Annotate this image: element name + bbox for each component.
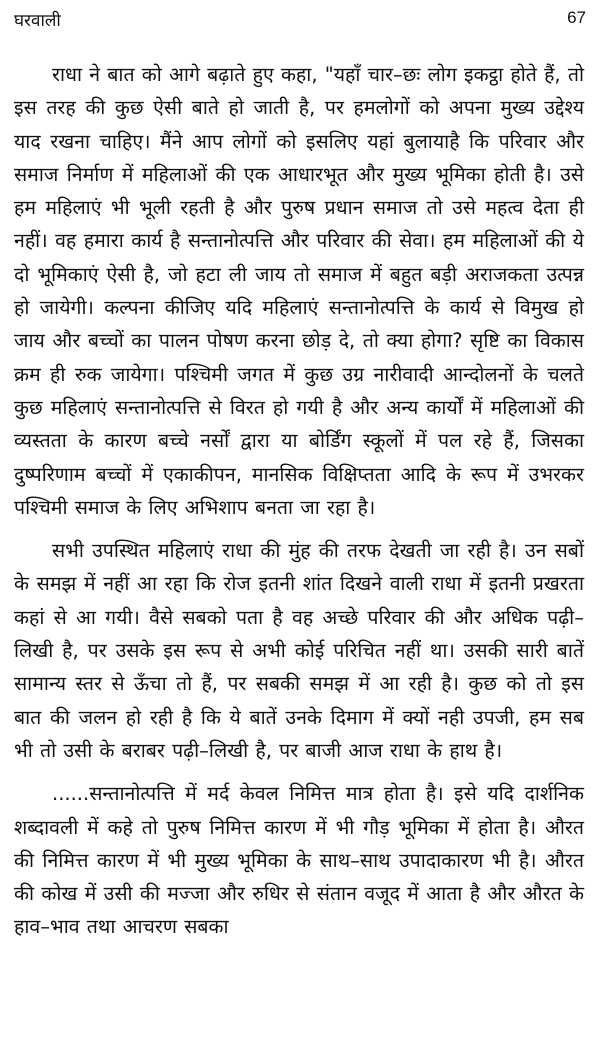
paragraph: सभी उपस्थित महिलाएं राधा की मुंह की तरफ देखती जा रही है। उन सबों के समझ में नहीं आ रहा कि रोज इतनी शांत दिखने वाली राधा में इतनी प्रखरता कहां से आ गयी। वैसे सबको पता है वह अच्छे परिवार की और अधिक पढ़ी–लिखी है, पर उसके इस रूप से अभी कोई परिचित नहीं था। उसकी सारी बातें सामान्य स्तर से ऊँचा तो हैं, पर सबकी समझ में आ रही है। कुछ को तो इस बात की जलन हो रही है कि ये बातें उनके दिमाग में क्यों नही उपजी, हम सब भी तो उसी के बराबर पढ़ी–लिखी है, पर बाजी आज राधा के हाथ है।: [14, 539, 584, 762]
page-number: 67: [567, 8, 586, 27]
running-title: घरवाली: [14, 11, 61, 30]
running-header: [14, 8, 586, 36]
body-text: [14, 58, 584, 944]
paragraph: राधा ने बात को आगे बढ़ाते हुए कहा, "यहाँ चार–छः लोग इकट्ठा होते हैं, तो इस तरह की कुछ ऐसी बाते हो जाती है, पर हमलोगों को अपना मुख्य उद्देश्य याद रखना चाहिए। मैंने आप लोगों को इसलिए यहां बुलायाहै कि परिवार और समाज निर्माण में महिलाओं की एक आधारभूत और मुख्य भूमिका होती है। उसे हम महिलाएं भी भूली रहती है और पुरुष प्रधान समाज तो उसे महत्व देता ही नहीं। वह हमारा कार्य है सन्तानोत्पत्ति और परिवार की सेवा। हम महिलाओं की ये दो भूमिकाएं ऐसी है, जो हटा ली जाय तो समाज में बहुत बड़ी अराजकता उत्पन्न हो जायेगी। कल्पना कीजिए यदि महिलाएं सन्तानोत्पत्ति के कार्य से विमुख हो जाय और बच्चों का पालन पोषण करना छोड़ दे, तो क्या होगा? सृष्टि का विकास क्रम ही रुक जायेगा। पश्चिमी जगत में कुछ उग्र नारीवादी आन्दोलनों के चलते कुछ महिलाएं सन्तानोत्पत्ति से विरत हो गयी है और अन्य कार्यों में महिलाओं की व्यस्तता के कारण बच्चे नर्सों द्वारा या बोर्डिंग स्कूलों में पल रहे हैं, जिसका दुष्परिणाम बच्चों में एकाकीपन, मानसिक विक्षिप्तता आदि के रूप में उभरकर पश्चिमी समाज के लिए अभिशाप बनता जा रहा है।: [14, 63, 584, 519]
paragraph: ......सन्तानोत्पत्ति में मर्द केवल निमित्त मात्र होता है। इसे यदि दार्शनिक शब्दावली में कहे तो पुरुष निमित्त कारण में भी गौड़ भूमिका में होता है। औरत की निमित्त कारण में भी मुख्य भूमिका के साथ–साथ उपादाकारण भी है। औरत की कोख में उसी की मज्जा और रुधिर से संतान वजूद में आता है और औरत के हाव–भाव तथा आचरण सबका: [14, 782, 584, 939]
